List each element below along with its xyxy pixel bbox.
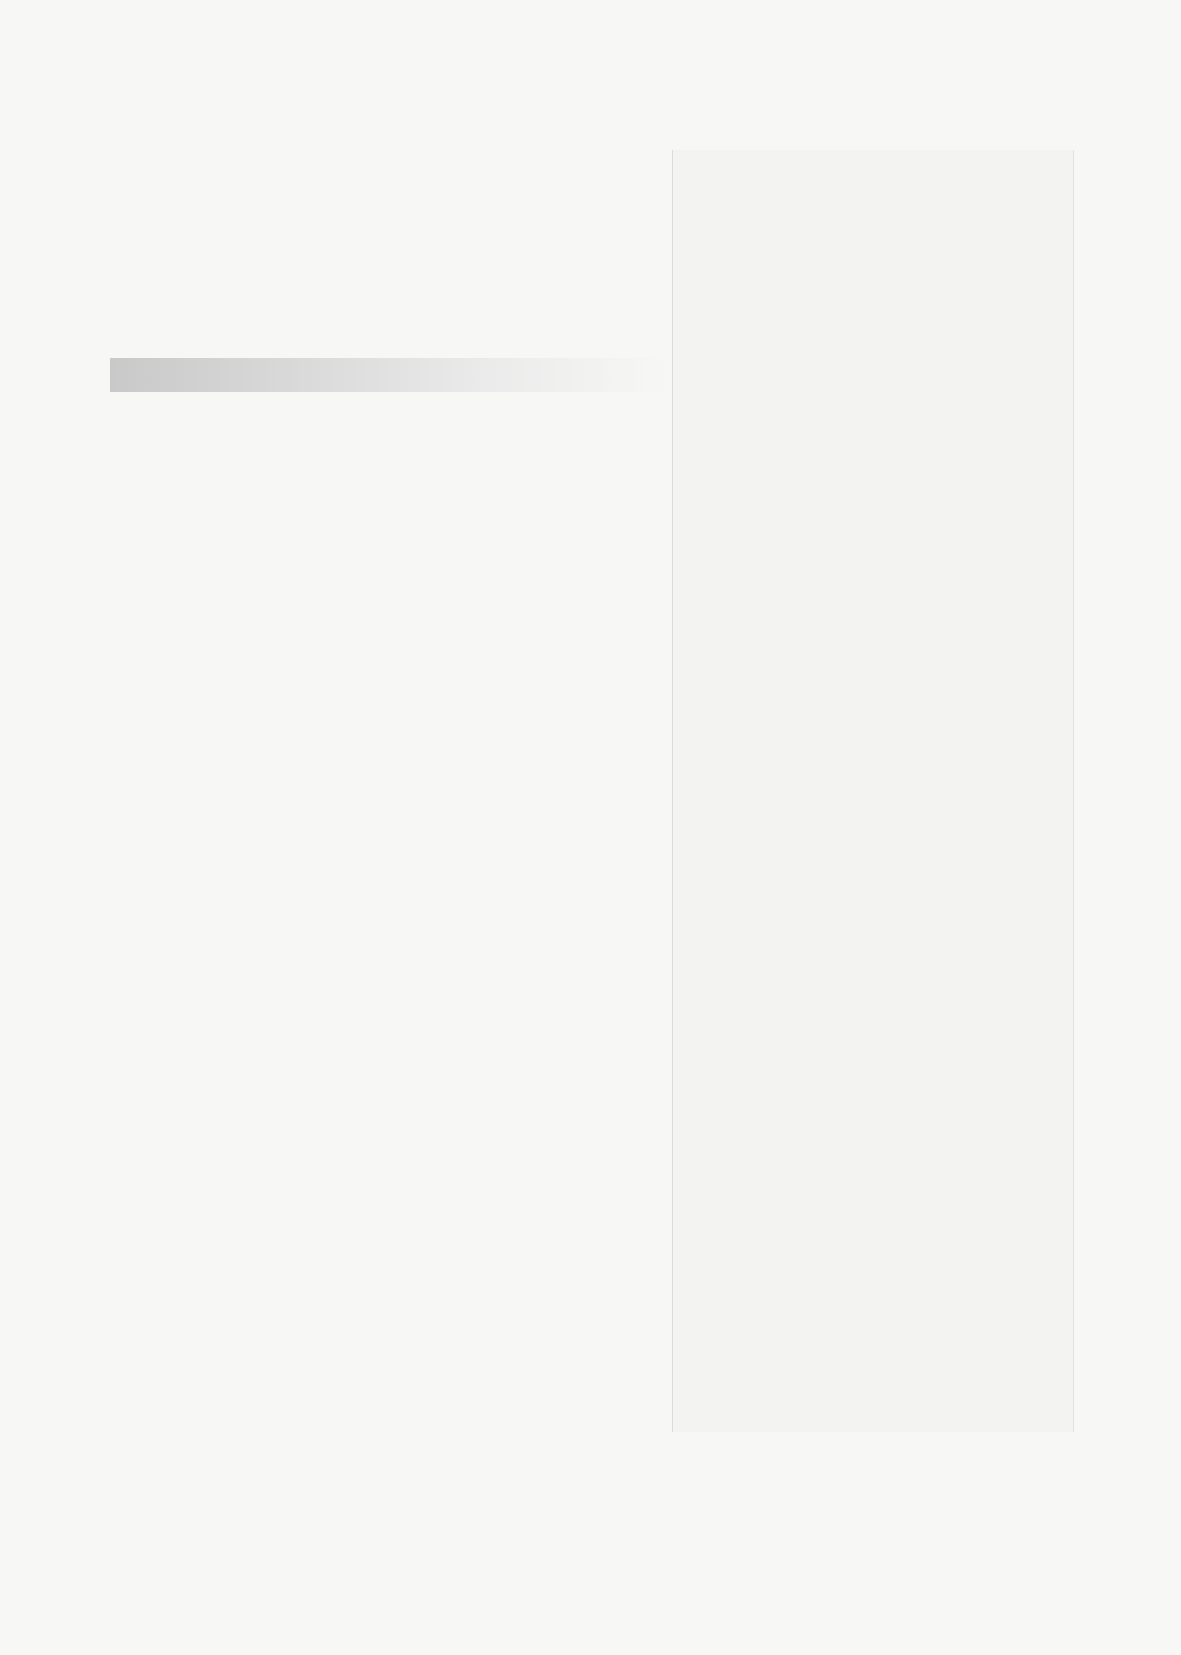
- section-heading-artworks: [110, 358, 670, 392]
- table-of-contents: [110, 328, 710, 396]
- sponsor-units-panel: [672, 150, 1074, 1432]
